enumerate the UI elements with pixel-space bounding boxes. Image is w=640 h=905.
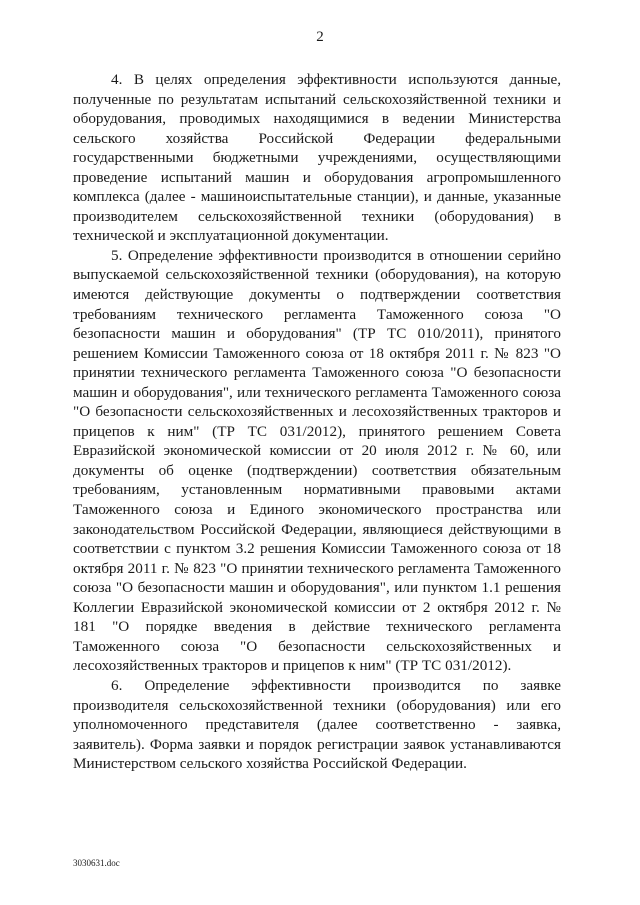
paragraph-6: 6. Определение эффективности производится по заявке производителя сельскохозяйственной техники (оборудования) или его уполномоченного представителя (далее соответственно - заявка, заявитель). Форма заявки и порядок регистрации заявок устанавливаются Министерством сельского хозяйства Российской Федерации. — [73, 676, 561, 773]
page-number: 2 — [316, 29, 324, 45]
footer-doc-code: 3030631.doc — [73, 858, 120, 868]
document-body — [73, 70, 561, 774]
paragraph-5: 5. Определение эффективности производится в отношении серийно выпускаемой сельскохозяйственной техники (оборудования), на которую имеются действующие документы о подтверждении соответствия требованиям технического регламента Таможенного союза "О безопасности машин и оборудования" (ТР ТС 010/2011), принятого решением Комиссии Таможенного союза от 18 октября 2011 г. № 823 "О принятии технического регламента Таможенного союза "О безопасности машин и оборудования", или технического регламента Таможенного союза "О безопасности сельскохозяйственных и лесохозяйственных тракторов и прицепов к ним" (ТР ТС 031/2012), принятого решением Совета Евразийской экономической комиссии от 20 июля 2012 г. № 60, или документы об оценке (подтверждении) соответствия обязательным требованиям, установленным нормативными правовыми актами Таможенного союза и Единого экономического пространства или законодательством Российской Федерации, являющиеся действующими в соответствии с пунктом 3.2 решения Комиссии Таможенного союза от 18 октября 2011 г. № 823 "О принятии технического регламента Таможенного союза "О безопасности машин и оборудования", или пунктом 1.1 решения Коллегии Евразийской экономической комиссии от 2 октября 2012 г. № 181 "О порядке введения в действие технического регламента Таможенного союза "О безопасности сельскохозяйственных и лесохозяйственных тракторов и прицепов к ним" (ТР ТС 031/2012). — [73, 246, 561, 675]
paragraph-4: 4. В целях определения эффективности используются данные, полученные по результатам испытаний сельскохозяйственной техники и оборудования, проводимых находящимися в ведении Министерства сельского хозяйства Российской Федерации федеральными государственными бюджетными учреждениями, осуществляющими проведение испытаний машин и оборудования агропромышленного комплекса (далее - машиноиспытательные станции), и данные, указанные производителем сельскохозяйственной техники (оборудования) в технической и эксплуатационной документации. — [73, 71, 561, 245]
